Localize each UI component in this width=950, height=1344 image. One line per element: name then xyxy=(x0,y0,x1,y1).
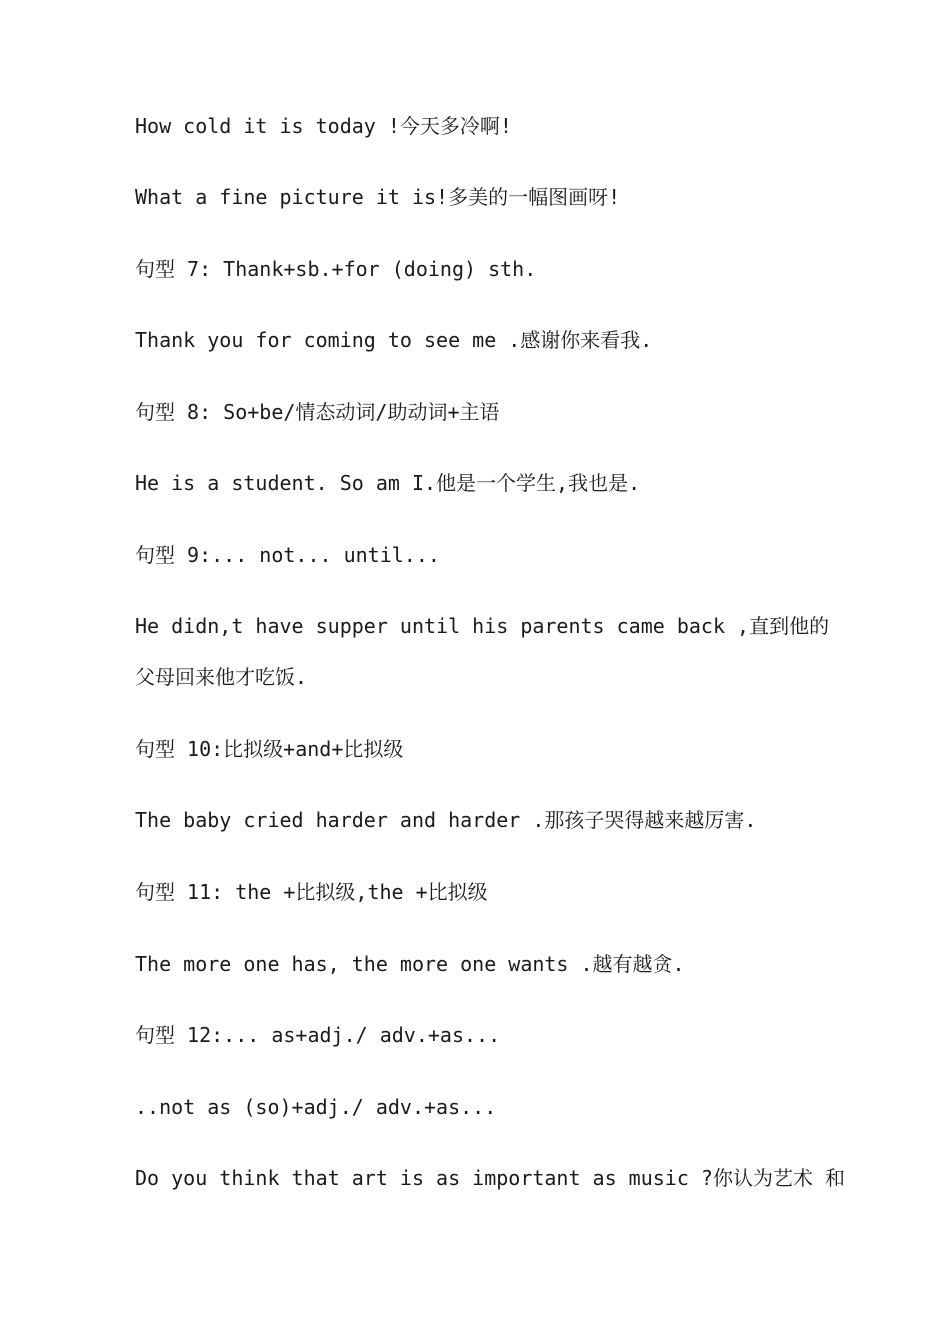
example-sentence: Thank you for coming to see me .感谢你来看我. xyxy=(135,328,653,352)
example-sentence: The more one has, the more one wants .越有越贪. xyxy=(135,952,685,976)
example-sentence: He is a student. So am I.他是一个学生,我也是. xyxy=(135,471,641,495)
example-sentence: Do you think that art is as important as music ?你认为艺术 和 xyxy=(135,1166,846,1190)
example-sentence: How cold it is today !今天多冷啊! xyxy=(135,114,512,138)
example-sentence-continuation: 父母回来他才吃饭. xyxy=(135,665,308,689)
pattern-variant: ..not as (so)+adj./ adv.+as... xyxy=(135,1095,497,1119)
pattern-heading: 句型 9:... not... until... xyxy=(135,543,440,567)
pattern-heading: 句型 11: the +比拟级,the +比拟级 xyxy=(135,880,488,904)
pattern-heading: 句型 12:... as+adj./ adv.+as... xyxy=(135,1023,501,1047)
example-sentence: The baby cried harder and harder .那孩子哭得越来越厉害. xyxy=(135,808,757,832)
example-sentence: He didn,t have supper until his parents came back ,直到他的 xyxy=(135,614,830,638)
pattern-heading: 句型 10:比拟级+and+比拟级 xyxy=(135,737,404,761)
example-sentence: What a fine picture it is!多美的一幅图画呀! xyxy=(135,185,621,209)
pattern-heading: 句型 7: Thank+sb.+for (doing) sth. xyxy=(135,257,537,281)
pattern-heading: 句型 8: So+be/情态动词/助动词+主语 xyxy=(135,400,500,424)
